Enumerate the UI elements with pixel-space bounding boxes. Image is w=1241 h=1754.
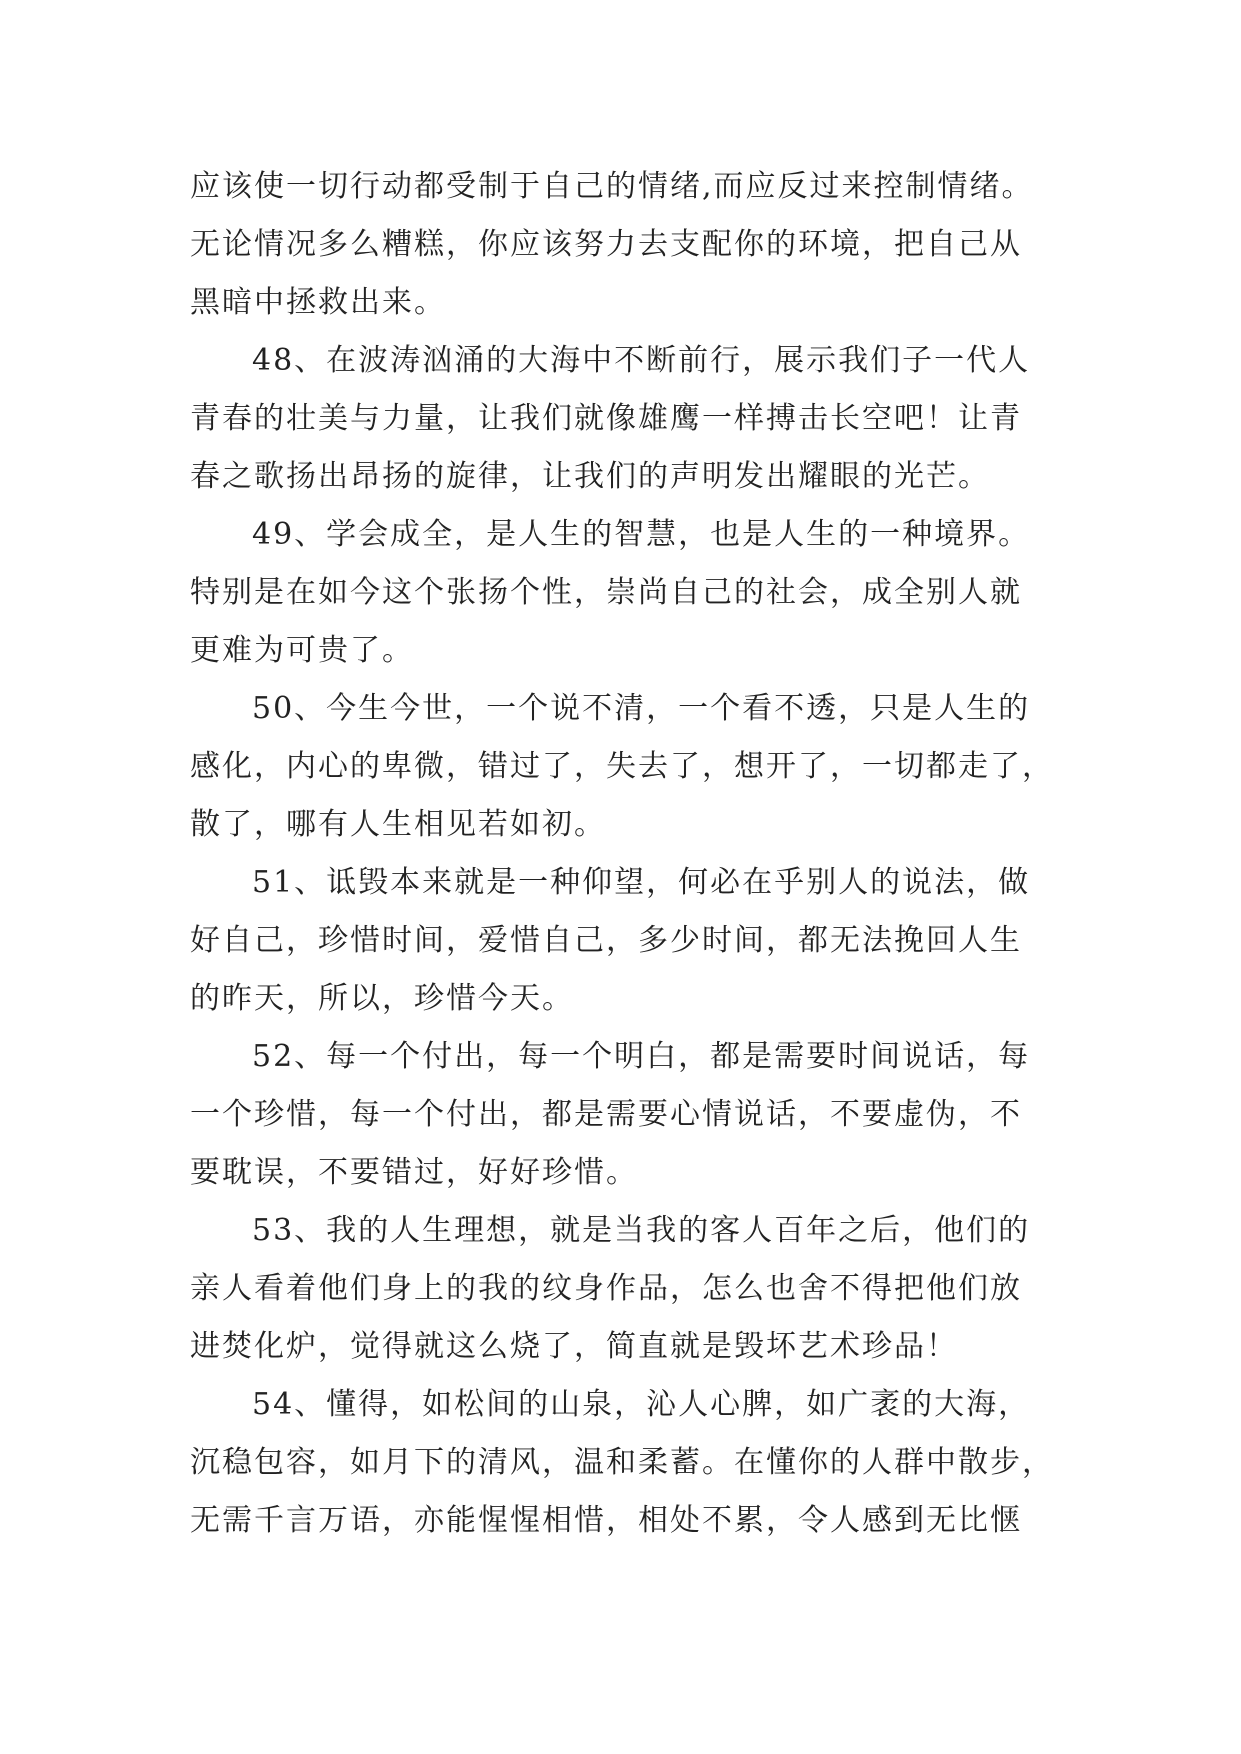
text-line: 散了，哪有人生相见若如初。 (190, 807, 606, 842)
text-line: 亲人看着他们身上的我的纹身作品，怎么也舍不得把他们放 (190, 1271, 1022, 1306)
text-line: 好自己，珍惜时间，爱惜自己，多少时间，都无法挽回人生 (190, 923, 1022, 958)
paragraph-53 (190, 1202, 1110, 1376)
text-line-first: 51、诋毁本来就是一种仰望，何必在乎别人的说法，做 (252, 865, 1031, 900)
text-line: 无需千言万语，亦能惺惺相惜，相处不累，令人感到无比惬 (190, 1503, 1022, 1538)
text-line: 黑暗中拯救出来。 (190, 285, 446, 320)
text-line-first: 50、今生今世，一个说不清，一个看不透，只是人生的 (252, 691, 1031, 726)
text-line: 一个珍惜，每一个付出，都是需要心情说话，不要虚伪，不 (190, 1097, 1022, 1132)
text-line: 青春的壮美与力量，让我们就像雄鹰一样搏击长空吧！让青 (190, 401, 1022, 436)
paragraph-continuation (190, 158, 1110, 332)
text-line: 无论情况多么糟糕，你应该努力去支配你的环境，把自己从 (190, 227, 1022, 262)
text-line: 更难为可贵了。 (190, 633, 414, 668)
text-line: 要耽误，不要错过，好好珍惜。 (190, 1155, 638, 1190)
text-line-first: 52、每一个付出，每一个明白，都是需要时间说话，每 (252, 1039, 1031, 1074)
text-line: 感化，内心的卑微，错过了，失去了，想开了，一切都走了， (190, 749, 1054, 784)
text-line-first: 49、学会成全，是人生的智慧，也是人生的一种境界。 (252, 517, 1031, 552)
text-line: 沉稳包容，如月下的清风，温和柔蓄。在懂你的人群中散步， (190, 1445, 1054, 1480)
text-line: 应该使一切行动都受制于自己的情绪,而应反过来控制情绪。 (190, 169, 1034, 204)
text-line-first: 54、懂得，如松间的山泉，沁人心脾，如广袤的大海， (252, 1387, 1031, 1422)
text-line-first: 53、我的人生理想，就是当我的客人百年之后，他们的 (252, 1213, 1031, 1248)
paragraph-49 (190, 506, 1110, 680)
paragraph-54 (190, 1376, 1110, 1550)
text-line-first: 48、在波涛汹涌的大海中不断前行，展示我们子一代人 (252, 343, 1031, 378)
paragraph-52 (190, 1028, 1110, 1202)
document-page (190, 158, 1110, 1550)
paragraph-51 (190, 854, 1110, 1028)
paragraph-48 (190, 332, 1110, 506)
paragraph-50 (190, 680, 1110, 854)
text-line: 进焚化炉，觉得就这么烧了，简直就是毁坏艺术珍品！ (190, 1329, 958, 1364)
text-line: 的昨天，所以，珍惜今天。 (190, 981, 574, 1016)
text-line: 特别是在如今这个张扬个性，崇尚自己的社会，成全别人就 (190, 575, 1022, 610)
text-line: 春之歌扬出昂扬的旋律，让我们的声明发出耀眼的光芒。 (190, 459, 990, 494)
